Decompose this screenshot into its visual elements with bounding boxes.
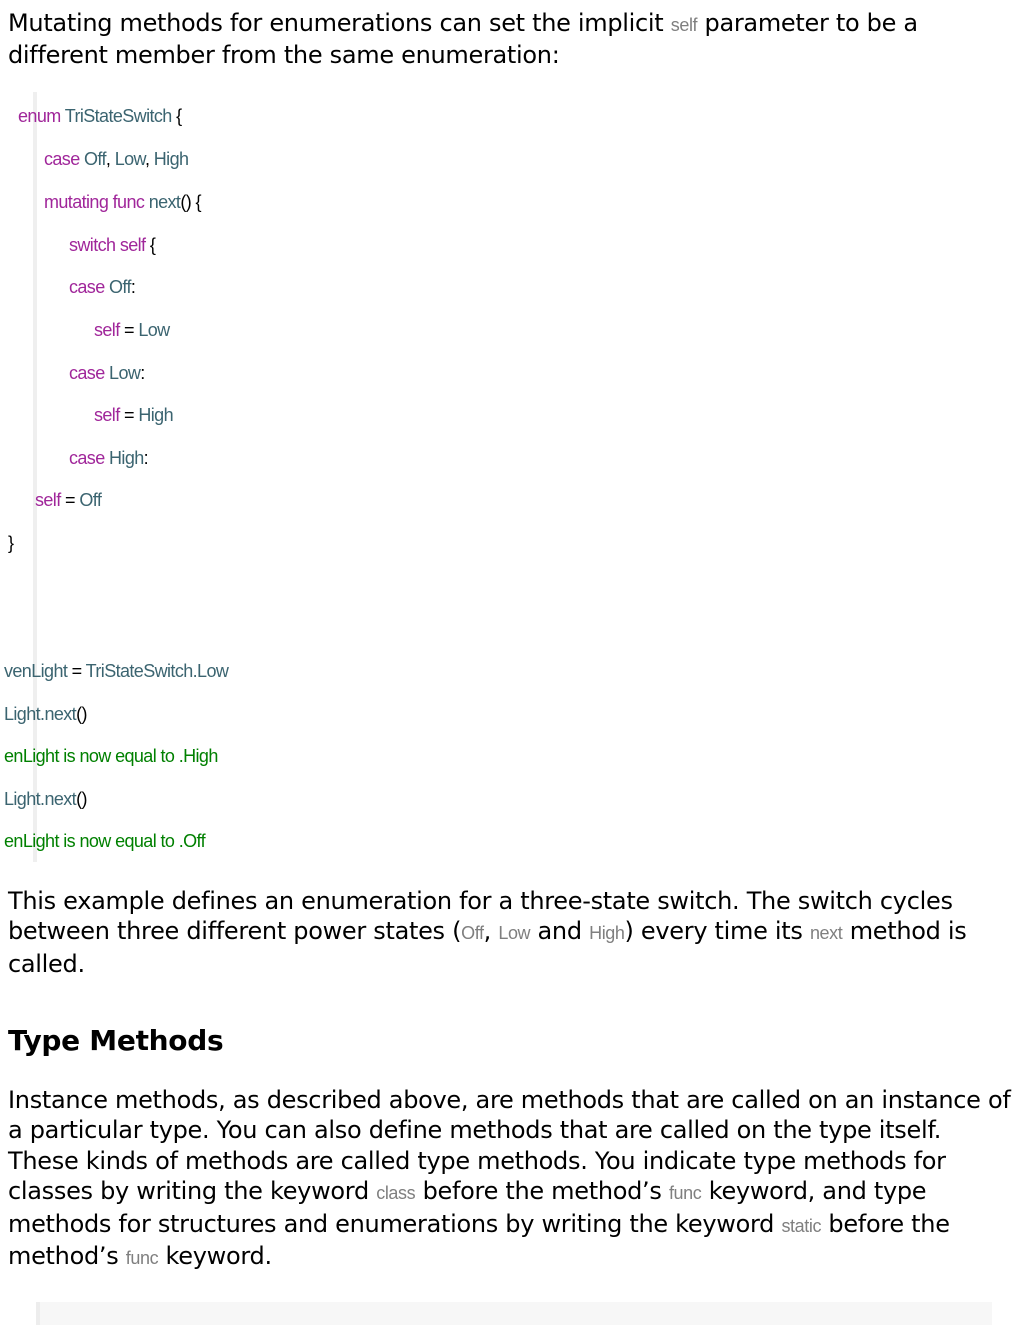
inline-code-next: next — [809, 923, 843, 944]
inline-code-off: Off — [461, 923, 484, 944]
code-line-mutating-func: mutating func next() { — [44, 192, 201, 212]
inline-code-low: Low — [498, 923, 531, 944]
code-line-self-off: self = Off — [35, 490, 102, 510]
type-methods-paragraph: Instance methods, as described above, are methods that are called on an instance of a particular type. You can also define methods that are called on the type itself. These kinds of methods are called type methods. You indicate type methods for classes by writing the keyword class before the method’s func keyword, and type methods for structures and enumerations by writing the keyword static before the method’s func keyword. — [8, 1086, 1011, 1271]
code-line-usage-2: Light.next() — [4, 704, 87, 724]
code-line-cases: case Off, Low, High — [44, 149, 189, 169]
code-line-closing-brace: } — [8, 533, 14, 553]
code-line-enum: enum TriStateSwitch { — [18, 106, 182, 126]
next-code-block — [36, 1302, 992, 1325]
code-line-case-off: case Off: — [69, 277, 136, 297]
inline-code-func-2: func — [125, 1248, 159, 1269]
inline-code-static: static — [781, 1215, 822, 1236]
inline-code-self: self — [670, 15, 698, 35]
intro-text-1: Mutating methods for enumerations can set the implicit — [8, 9, 664, 37]
code-line-comment-2: enLight is now equal to .Off — [4, 831, 206, 851]
code-block — [0, 92, 1024, 862]
intro-text-2: parameter to be a different member from the same enumeration: — [8, 9, 918, 70]
intro-paragraph — [8, 8, 1018, 71]
code-line-self-low: self = Low — [94, 320, 170, 340]
code-line-usage-3: Light.next() — [4, 789, 87, 809]
section-heading: Type Methods — [8, 1024, 224, 1057]
code-line-switch: switch self { — [69, 235, 156, 255]
code-line-comment-1: enLight is now equal to .High — [4, 746, 218, 766]
code-line-case-high: case High: — [69, 448, 149, 468]
inline-code-func: func — [668, 1183, 702, 1204]
inline-code-high: High — [589, 923, 625, 944]
code-line-self-high: self = High — [94, 405, 173, 425]
inline-code-class: class — [376, 1183, 416, 1204]
code-line-usage-1: venLight = TriStateSwitch.Low — [4, 661, 229, 681]
example-paragraph: This example defines an enumeration for a three-state switch. The switch cycles between three different power states (Off, Low and High) every time its next method is called. — [8, 887, 967, 978]
code-line-case-low: case Low: — [69, 363, 145, 383]
